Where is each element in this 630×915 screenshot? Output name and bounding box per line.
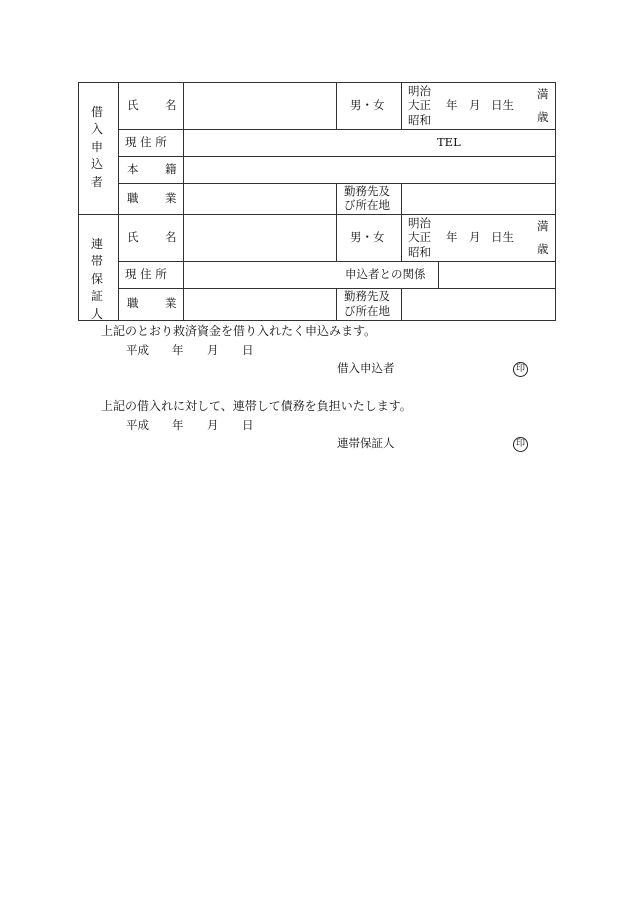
guarantor-workplace-label-1: 勤務先及 <box>344 289 390 303</box>
borrower-name-label-1: 氏 <box>127 98 139 112</box>
borrower-char-5: 者 <box>91 174 104 189</box>
guarantee-date-era: 平成 <box>126 418 149 432</box>
applicant-signature-label: 借入申込者 <box>337 361 395 375</box>
guarantor-era-meiji: 明治 <box>408 216 431 230</box>
borrower-name-field[interactable] <box>184 83 335 129</box>
borrower-era-meiji: 明治 <box>408 84 431 98</box>
guarantor-char-2: 帯 <box>91 254 104 269</box>
guarantor-address-field[interactable] <box>184 262 335 288</box>
borrower-domicile-label-1: 本 <box>127 162 139 176</box>
guarantee-date-year: 年 <box>172 418 184 432</box>
borrower-address-field[interactable] <box>184 130 335 156</box>
applicant-seal-char: 印 <box>515 364 525 374</box>
borrower-era-taisho: 大正 <box>408 98 431 112</box>
borrower-birth-year-label: 年 <box>446 98 458 112</box>
borrower-era-showa: 昭和 <box>408 113 431 127</box>
guarantor-signature-label: 連帯保証人 <box>337 436 395 450</box>
borrower-occupation-label-2: 業 <box>165 191 177 205</box>
borrower-age-label-1: 満 <box>537 87 549 101</box>
borrower-birthday-label: 日生 <box>491 98 514 112</box>
guarantor-sex-label[interactable]: 男・女 <box>350 230 385 244</box>
guarantor-birth-month-label: 月 <box>469 230 481 244</box>
guarantor-occupation-field[interactable] <box>184 289 335 320</box>
borrower-sex-label[interactable]: 男・女 <box>350 98 385 112</box>
borrower-name-label-2: 名 <box>165 98 177 112</box>
guarantor-era-showa: 昭和 <box>408 245 431 259</box>
guarantor-birthday-label: 日生 <box>491 230 514 244</box>
guarantor-name-label-1: 氏 <box>127 230 139 244</box>
borrower-age-label-2: 歳 <box>537 110 549 124</box>
guarantee-statement: 上記の借入れに対して、連帯して債務を負担いたします。 <box>101 399 412 413</box>
guarantor-workplace-field[interactable] <box>402 289 555 320</box>
borrower-domicile-field[interactable] <box>184 157 555 183</box>
guarantor-age-label-1: 満 <box>537 219 549 233</box>
guarantor-char-4: 証 <box>91 289 104 304</box>
guarantor-char-5: 人 <box>91 306 104 321</box>
guarantor-name-field[interactable] <box>184 215 335 261</box>
guarantor-name-label-2: 名 <box>165 230 177 244</box>
borrower-tel-label: TEL <box>437 135 461 149</box>
borrower-birth-month-label: 月 <box>469 98 481 112</box>
guarantor-relationship-field[interactable] <box>439 262 555 288</box>
borrower-char-2: 入 <box>91 122 104 137</box>
borrower-domicile-label-2: 籍 <box>165 162 177 176</box>
borrower-address-label: 現 住 所 <box>125 135 167 149</box>
application-date-year: 年 <box>172 343 184 357</box>
borrower-group-label <box>91 104 103 191</box>
application-statement: 上記のとおり救済資金を借り入れたく申込みます。 <box>101 324 377 338</box>
borrower-char-4: 込 <box>91 157 104 172</box>
borrower-workplace-label-2: び所在地 <box>344 198 390 212</box>
borrower-char-1: 借 <box>91 105 104 119</box>
guarantor-occupation-label-1: 職 <box>127 296 139 310</box>
borrower-workplace-label-1: 勤務先及 <box>344 184 390 198</box>
application-date-day: 日 <box>242 343 254 357</box>
guarantor-era-taisho: 大正 <box>408 230 431 244</box>
application-date-month: 月 <box>207 343 219 357</box>
guarantor-group-label <box>91 236 103 323</box>
applicant-seal-icon[interactable] <box>513 362 528 377</box>
guarantor-age-label-2: 歳 <box>537 242 549 256</box>
borrower-occupation-field[interactable] <box>184 184 335 214</box>
guarantor-occupation-label-2: 業 <box>165 296 177 310</box>
borrower-workplace-field[interactable] <box>402 184 555 214</box>
application-date-era: 平成 <box>126 343 149 357</box>
borrower-char-3: 申 <box>91 139 104 154</box>
guarantee-date-day: 日 <box>242 418 254 432</box>
guarantor-workplace-label-2: び所在地 <box>344 304 390 318</box>
borrower-occupation-label-1: 職 <box>127 191 139 205</box>
guarantee-date-month: 月 <box>207 418 219 432</box>
guarantor-relationship-label: 申込者との関係 <box>345 267 426 281</box>
guarantor-seal-char: 印 <box>515 439 525 449</box>
guarantor-birth-year-label: 年 <box>446 230 458 244</box>
guarantor-seal-icon[interactable] <box>513 437 528 452</box>
guarantor-address-label: 現 住 所 <box>125 267 167 281</box>
guarantor-char-3: 保 <box>91 271 104 286</box>
guarantor-char-1: 連 <box>91 237 104 251</box>
